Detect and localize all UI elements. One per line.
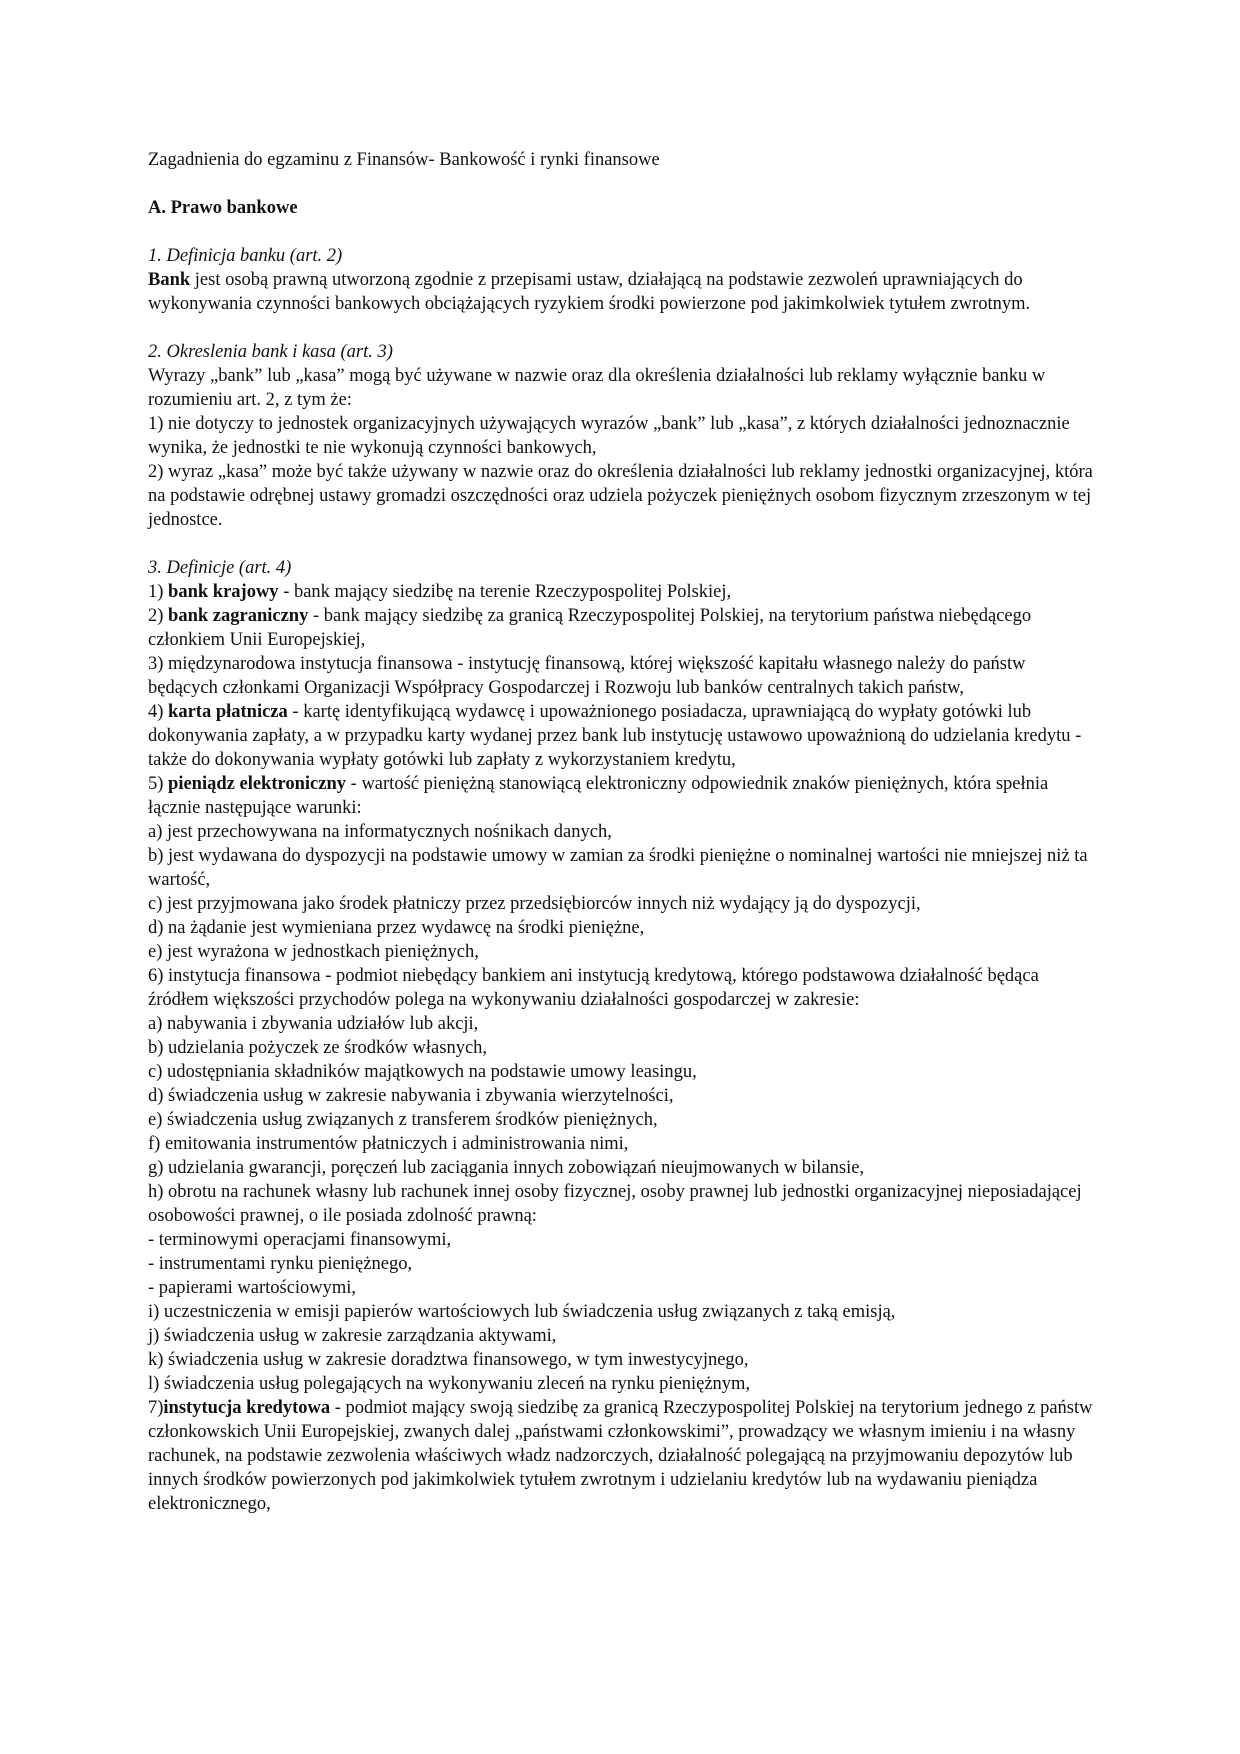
paragraph-line (148, 1132, 1098, 1156)
document-title: Zagadnienia do egzaminu z Finansów- Bankowość i rynki finansowe (148, 150, 660, 170)
line-text: - bank mający siedzibę na terenie Rzeczypospolitej Polskiej, (278, 582, 732, 602)
defined-term: bank krajowy (168, 582, 279, 602)
item-number: 4) (148, 702, 169, 722)
line-text: - podmiot mający swoją siedzibę za granicą Rzeczypospolitej Polskiej na terytorium jednego z państw członkowskich Unii Europejskiej, zwanych dalej „państwami członkowskimi”, prowadzący we własnym imieniu i na własny rachunek, na podstawie zezwolenia właściwych władz nadzorczych, działalność polegającą na przyjmowaniu depozytów lub innych środków powierzonych pod jakimkolwiek tytułem zwrotnym i udzielaniu kredytów lub na wydawaniu pieniądza elektronicznego, (148, 1398, 1093, 1514)
paragraph-line (148, 820, 1098, 844)
line-text: b) udzielania pożyczek ze środków własnych, (148, 1038, 488, 1058)
content-block (148, 556, 1098, 1516)
line-text: 1) nie dotyczy to jednostek organizacyjnych używających wyrazów „bank” lub „kasa”, z których działalności jednoznacznie wynika, że jednostki te nie wykonują czynności bankowych, (148, 414, 1070, 458)
line-text: c) jest przyjmowana jako środek płatniczy przez przedsiębiorców innych niż wydający ją do dyspozycji, (148, 894, 921, 914)
paragraph-line (148, 700, 1098, 772)
line-text: - instrumentami rynku pieniężnego, (148, 1254, 413, 1274)
line-text: - kartę identyfikującą wydawcę i upoważnionego posiadacza, uprawniającą do wypłaty gotówki lub dokonywania zapłaty, a w przypadku karty wydanej przez bank lub instytucję ustawowo upoważnioną do udzielania kredytu - także do dokonywania wypłaty gotówki lub zapłaty z wykorzystaniem kredytu, (148, 702, 1082, 770)
line-text: g) udzielania gwarancji, poręczeń lub zaciągania innych zobowiązań nieujmowanych w bilansie, (148, 1158, 865, 1178)
line-text: 6) instytucja finansowa - podmiot niebędący bankiem ani instytucją kredytową, którego podstawowa działalność będąca źródłem większości przychodów polega na wykonywaniu działalności gospodarczej w zakresie: (148, 966, 1039, 1010)
line-text: h) obrotu na rachunek własny lub rachunek innej osoby fizycznej, osoby prawnej lub jednostki organizacyjnej nieposiadającej osobowości prawnej, o ile posiada zdolność prawną: (148, 1182, 1082, 1226)
paragraph-line (148, 460, 1098, 532)
defined-term: karta płatnicza (168, 702, 288, 722)
defined-term: bank zagraniczny (168, 606, 309, 626)
paragraph-line (148, 1108, 1098, 1132)
line-text: k) świadczenia usług w zakresie doradztwa finansowego, w tym inwestycyjnego, (148, 1350, 749, 1370)
block-heading: 1. Definicja banku (art. 2) (148, 246, 343, 266)
item-number: 5) (148, 774, 169, 794)
item-number: 2) (148, 606, 169, 626)
paragraph-line (148, 1012, 1098, 1036)
paragraph-line (148, 916, 1098, 940)
content-block (148, 244, 1098, 316)
line-text: i) uczestniczenia w emisji papierów wartościowych lub świadczenia usług związanych z taką emisją, (148, 1302, 896, 1322)
line-text: d) świadczenia usług w zakresie nabywania i zbywania wierzytelności, (148, 1086, 674, 1106)
paragraph-line (148, 1060, 1098, 1084)
line-text: a) nabywania i zbywania udziałów lub akcji, (148, 1014, 479, 1034)
paragraph-line (148, 604, 1098, 652)
paragraph-line (148, 652, 1098, 700)
item-number: 7) (148, 1398, 164, 1418)
paragraph-line (148, 1396, 1098, 1516)
defined-term: instytucja kredytowa (163, 1398, 331, 1418)
paragraph-line (148, 1084, 1098, 1108)
paragraph-line (148, 1324, 1098, 1348)
line-text: 2) wyraz „kasa” może być także używany w nazwie oraz do określenia działalności lub reklamy jednostki organizacyjnej, która na podstawie odrębnej ustawy gromadzi oszczędności oraz udziela pożyczek pieniężnych osobom fizycznym zrzeszonym w tej jednostce. (148, 462, 1093, 530)
paragraph-line (148, 892, 1098, 916)
paragraph-line (148, 268, 1098, 316)
paragraph-line (148, 1348, 1098, 1372)
line-text: l) świadczenia usług polegających na wykonywaniu zleceń na rynku pieniężnym, (148, 1374, 751, 1394)
line-text: a) jest przechowywana na informatycznych nośnikach danych, (148, 822, 612, 842)
line-text: j) świadczenia usług w zakresie zarządzania aktywami, (148, 1326, 557, 1346)
block-heading: 2. Okreslenia bank i kasa (art. 3) (148, 342, 393, 362)
paragraph-line (148, 1180, 1098, 1228)
paragraph-line (148, 964, 1098, 1012)
paragraph-line (148, 364, 1098, 412)
paragraph-line (148, 1300, 1098, 1324)
paragraph-line (148, 1036, 1098, 1060)
document-page (148, 148, 1098, 1540)
line-text: - terminowymi operacjami finansowymi, (148, 1230, 452, 1250)
block-heading: 3. Definicje (art. 4) (148, 558, 292, 578)
paragraph-line (148, 1156, 1098, 1180)
document-body (148, 244, 1098, 1516)
paragraph-line (148, 580, 1098, 604)
line-text: f) emitowania instrumentów płatniczych i administrowania nimi, (148, 1134, 629, 1154)
defined-term: Bank (148, 270, 191, 290)
line-text: b) jest wydawana do dyspozycji na podstawie umowy w zamian za środki pieniężne o nominalnej wartości nie mniejszej niż ta wartość, (148, 846, 1088, 890)
line-text: d) na żądanie jest wymieniana przez wydawcę na środki pieniężne, (148, 918, 645, 938)
line-text: - wartość pieniężną stanowiącą elektroniczny odpowiednik znaków pieniężnych, która spełnia łącznie następujące warunki: (148, 774, 1049, 818)
defined-term: pieniądz elektroniczny (168, 774, 347, 794)
line-text: - bank mający siedzibę za granicą Rzeczypospolitej Polskiej, na terytorium państwa niebędącego członkiem Unii Europejskiej, (148, 606, 1032, 650)
line-text: 3) międzynarodowa instytucja finansowa - instytucję finansową, której większość kapitału własnego należy do państw będących członkami Organizacji Współpracy Gospodarczej i Rozwoju lub banków centralnych takich państw, (148, 654, 1026, 698)
line-text: c) udostępniania składników majątkowych na podstawie umowy leasingu, (148, 1062, 697, 1082)
line-text: e) jest wyrażona w jednostkach pieniężnych, (148, 942, 479, 962)
paragraph-line (148, 412, 1098, 460)
line-text: jest osobą prawną utworzoną zgodnie z przepisami ustaw, działającą na podstawie zezwoleń uprawniających do wykonywania czynności bankowych obciążających ryzykiem środki powierzone pod jakimkolwiek tytułem zwrotnym. (148, 270, 1031, 314)
line-text: - papierami wartościowymi, (148, 1278, 357, 1298)
paragraph-line (148, 940, 1098, 964)
paragraph-line (148, 1252, 1098, 1276)
paragraph-line (148, 1372, 1098, 1396)
line-text: e) świadczenia usług związanych z transferem środków pieniężnych, (148, 1110, 658, 1130)
paragraph-line (148, 844, 1098, 892)
paragraph-line (148, 772, 1098, 820)
section-heading: A. Prawo bankowe (148, 198, 298, 218)
content-block (148, 340, 1098, 532)
paragraph-line (148, 1228, 1098, 1252)
paragraph-line (148, 1276, 1098, 1300)
line-text: Wyrazy „bank” lub „kasa” mogą być używane w nazwie oraz dla określenia działalności lub reklamy wyłącznie banku w rozumieniu art. 2, z tym że: (148, 366, 1046, 410)
item-number: 1) (148, 582, 169, 602)
